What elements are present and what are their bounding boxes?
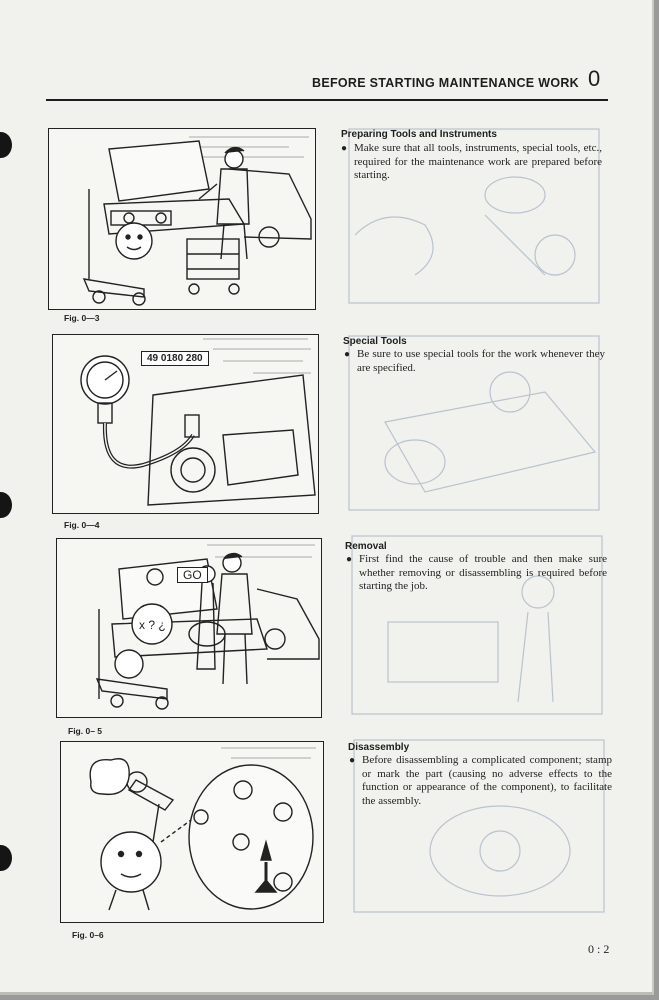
section-title-preparing-tools: Preparing Tools and Instruments	[341, 129, 497, 140]
section-body-special-tools	[341, 348, 605, 375]
go-sign-label: GO	[177, 567, 208, 583]
page-header-title: BEFORE STARTING MAINTENANCE WORK	[312, 76, 579, 90]
binder-hole	[0, 845, 12, 871]
section-text: Be sure to use special tools for the work whenever they are specified.	[357, 348, 605, 374]
binder-hole	[0, 132, 12, 158]
section-body-preparing-tools	[338, 142, 602, 183]
figure-removal-illustration	[56, 538, 322, 718]
car-on-lift-illustration	[57, 539, 321, 717]
section-title-removal: Removal	[345, 541, 387, 552]
bullet-icon: ●	[346, 554, 353, 565]
section-number: 0	[588, 66, 601, 91]
section-body-removal	[343, 553, 607, 594]
stamping-part-illustration	[61, 742, 323, 922]
figure-special-tool-illustration	[52, 334, 319, 514]
section-text: Before disassembling a complicated component; stamp or mark the part (causing no adverse effects to the function or appearance of the component), to facilitate the assembly.	[362, 754, 612, 807]
bullet-icon: ●	[349, 755, 356, 766]
section-body-disassembly	[346, 754, 612, 808]
figure-caption: Fig. 0– 5	[68, 726, 103, 736]
section-title-disassembly: Disassembly	[348, 742, 410, 753]
figure-caption: Fig. 0—3	[64, 313, 100, 323]
bullet-icon: ●	[344, 349, 351, 360]
svg-text:x ? ¿: x ? ¿	[139, 618, 166, 632]
figure-disassembly-illustration	[60, 741, 324, 923]
figure-tools-illustration	[48, 128, 316, 310]
section-title-special-tools: Special Tools	[343, 336, 407, 347]
figure-caption: Fig. 0–6	[72, 930, 104, 940]
page-number: 0 : 2	[588, 942, 610, 956]
section-text: First find the cause of trouble and then make sure whether removing or disassembling is required before starting the job.	[359, 553, 607, 592]
bullet-icon: ●	[341, 143, 348, 154]
header-rule	[46, 99, 608, 101]
tool-number-label: 49 0180 280	[141, 351, 209, 366]
figure-caption: Fig. 0—4	[64, 520, 100, 530]
mechanic-car-illustration	[49, 129, 315, 309]
section-text: Make sure that all tools, instruments, special tools, etc., required for the maintenance work are prepared before starting.	[354, 142, 602, 181]
binder-hole	[0, 492, 12, 518]
